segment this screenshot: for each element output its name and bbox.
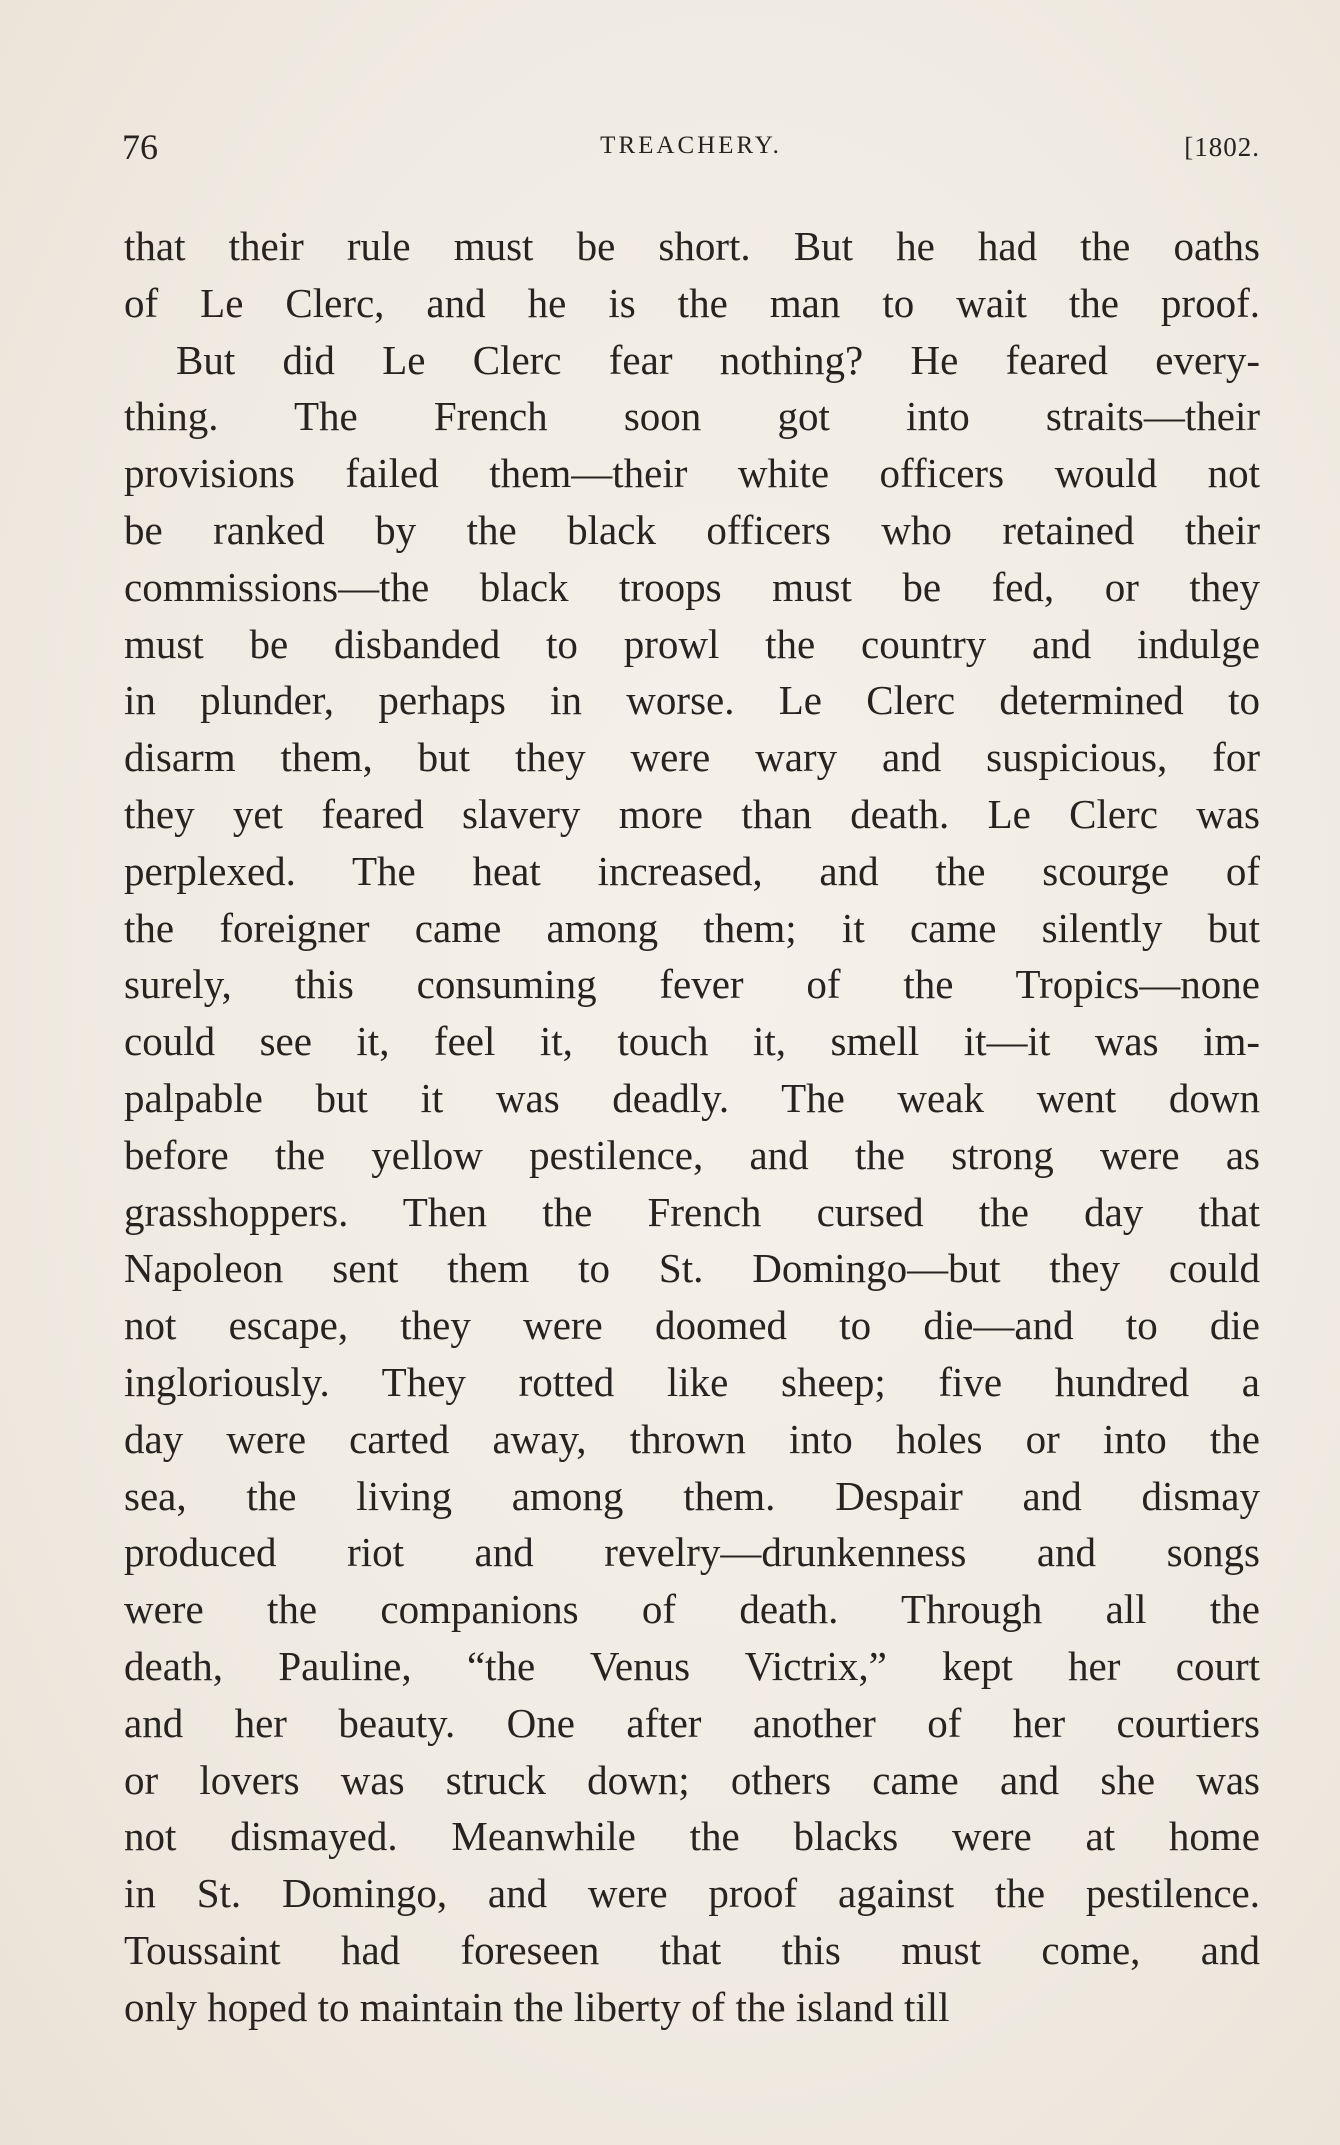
- text-line: only hoped to maintain the liberty of the island till: [124, 1983, 950, 2030]
- body-text: [124, 218, 1260, 2036]
- text-line: ingloriously. They rotted like sheep; five hundred a: [124, 1358, 1260, 1405]
- text-line: perplexed. The heat increased, and the scourge of: [124, 847, 1260, 894]
- text-line: death, Pauline, “the Venus Victrix,” kept her court: [124, 1642, 1260, 1689]
- text-line: Napoleon sent them to St. Domingo—but they could: [124, 1245, 1260, 1292]
- text-line: and her beauty. One after another of her courtiers: [124, 1699, 1260, 1746]
- text-line: the foreigner came among them; it came silently but: [124, 904, 1260, 951]
- text-line: before the yellow pestilence, and the strong were as: [124, 1131, 1260, 1178]
- text-line: must be disbanded to prowl the country and indulge: [124, 620, 1260, 667]
- text-line: disarm them, but they were wary and suspicious, for: [124, 734, 1260, 781]
- text-line: that their rule must be short. But he had the oaths: [124, 223, 1260, 269]
- text-line: in St. Domingo, and were proof against the pestilence.: [124, 1870, 1260, 1917]
- page-header: [122, 126, 1260, 176]
- text-line: not dismayed. Meanwhile the blacks were at home: [124, 1813, 1260, 1860]
- text-line: were the companions of death. Through all the: [124, 1586, 1260, 1633]
- text-line: grasshoppers. Then the French cursed the day that: [124, 1188, 1260, 1235]
- text-line: palpable but it was deadly. The weak went down: [124, 1074, 1260, 1121]
- text-line: commissions—the black troops must be fed, or they: [124, 563, 1260, 610]
- text-line: of Le Clerc, and he is the man to wait the proof.: [124, 279, 1260, 326]
- text-line: But did Le Clerc fear nothing? He feared every-: [176, 336, 1260, 383]
- text-line: could see it, feel it, touch it, smell it—it was im-: [124, 1018, 1260, 1065]
- text-line: in plunder, perhaps in worse. Le Clerc determined to: [124, 677, 1260, 724]
- page-number: 76: [122, 127, 158, 167]
- text-line: not escape, they were doomed to die—and to die: [124, 1302, 1260, 1349]
- year-marker: [1802.: [1184, 132, 1260, 162]
- text-line: thing. The French soon got into straits—their: [124, 393, 1260, 440]
- running-title: TREACHERY.: [600, 132, 782, 159]
- text-line: they yet feared slavery more than death. Le Clerc was: [124, 790, 1260, 837]
- text-line: sea, the living among them. Despair and dismay: [124, 1472, 1260, 1519]
- text-line: Toussaint had foreseen that this must come, and: [124, 1926, 1260, 1973]
- text-line: day were carted away, thrown into holes or into the: [124, 1415, 1260, 1462]
- text-line: provisions failed them—their white officers would not: [124, 450, 1260, 497]
- text-line: produced riot and revelry—drunkenness and songs: [124, 1529, 1260, 1576]
- text-line: surely, this consuming fever of the Tropics—none: [124, 961, 1260, 1008]
- text-line: be ranked by the black officers who retained their: [124, 506, 1260, 553]
- text-line: or lovers was struck down; others came and she was: [124, 1756, 1260, 1803]
